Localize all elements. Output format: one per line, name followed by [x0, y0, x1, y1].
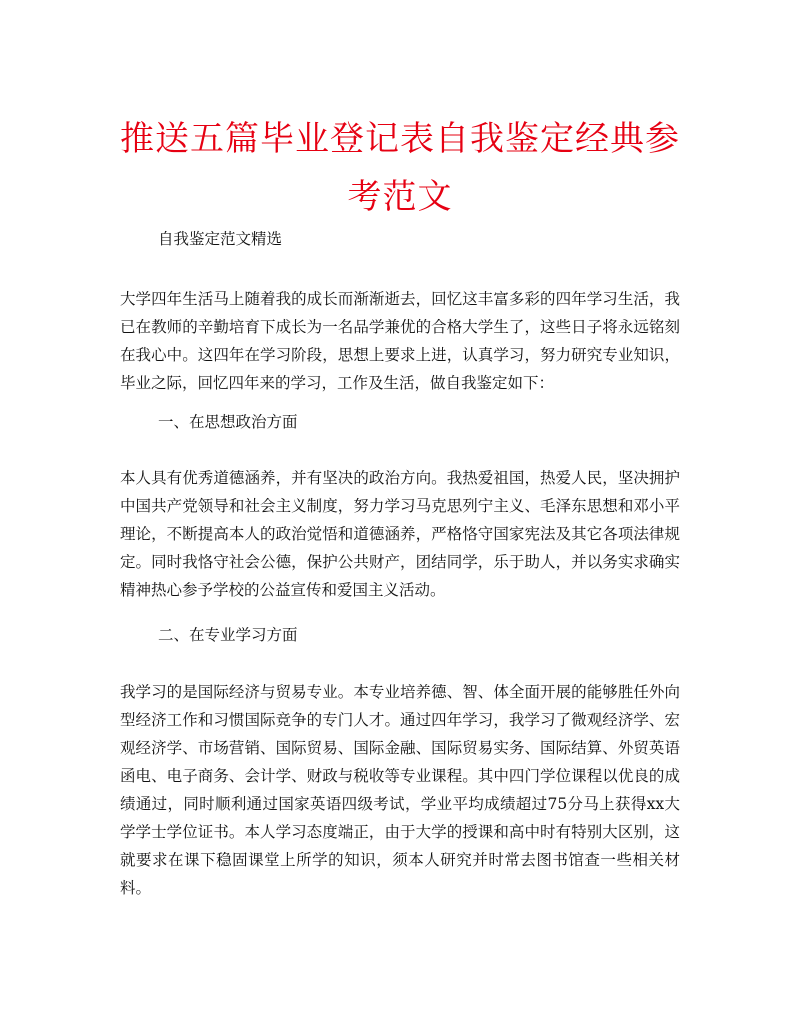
section-body-political: 本人具有优秀道德涵养，并有坚决的政治方向。我热爱祖国，热爱人民，坚决拥护中国共产党领导和社会主义制度，努力学习马克思列宁主义、毛泽东思想和邓小平理论，不断提高本人的政治觉悟和道德涵养，严格恪守国家宪法及其它各项法律规定。同时我恪守社会公德，保护公共财产，团结同学，乐于助人，并以务实求确实精神热心参予学校的公益宣传和爱国主义活动。 [120, 469, 680, 599]
section-body-professional: 我学习的是国际经济与贸易专业。本专业培养德、智、体全面开展的能够胜任外向型经济工作和习惯国际竞争的专门人才。通过四年学习，我学习了微观经济学、宏观经济学、市场营销、国际贸易、国际金融、国际贸易实务、国际结算、外贸英语函电、电子商务、会计学、财政与税收等专业课程。其中四门学位课程以优良的成绩通过，同时顺利通过国家英语四级考试，学业平均成绩超过75分马上获得xx大学学士学位证书。本人学习态度端正，由于大学的授课和高中时有特别大区别，这就要求在课下稳固课堂上所学的知识，须本人研究并时常去图书馆查一些相关材料。 [120, 683, 680, 897]
document-title: 推送五篇毕业登记表自我鉴定经典参考范文 [120, 119, 680, 217]
section-heading-professional: 二、在专业学习方面 [158, 626, 298, 644]
intro-paragraph: 大学四年生活马上随着我的成长而渐渐逝去，回忆这丰富多彩的四年学习生活，我已在教师的辛勤培育下成长为一名品学兼优的合格大学生了，这些日子将永远铭刻在我心中。这四年在学习阶段，思想上要求上进，认真学习，努力研究专业知识，毕业之际，回忆四年来的学习，工作及生活，做自我鉴定如下： [120, 290, 680, 392]
section-heading-political: 一、在思想政治方面 [158, 413, 298, 431]
document-subtitle: 自我鉴定范文精选 [158, 230, 283, 248]
